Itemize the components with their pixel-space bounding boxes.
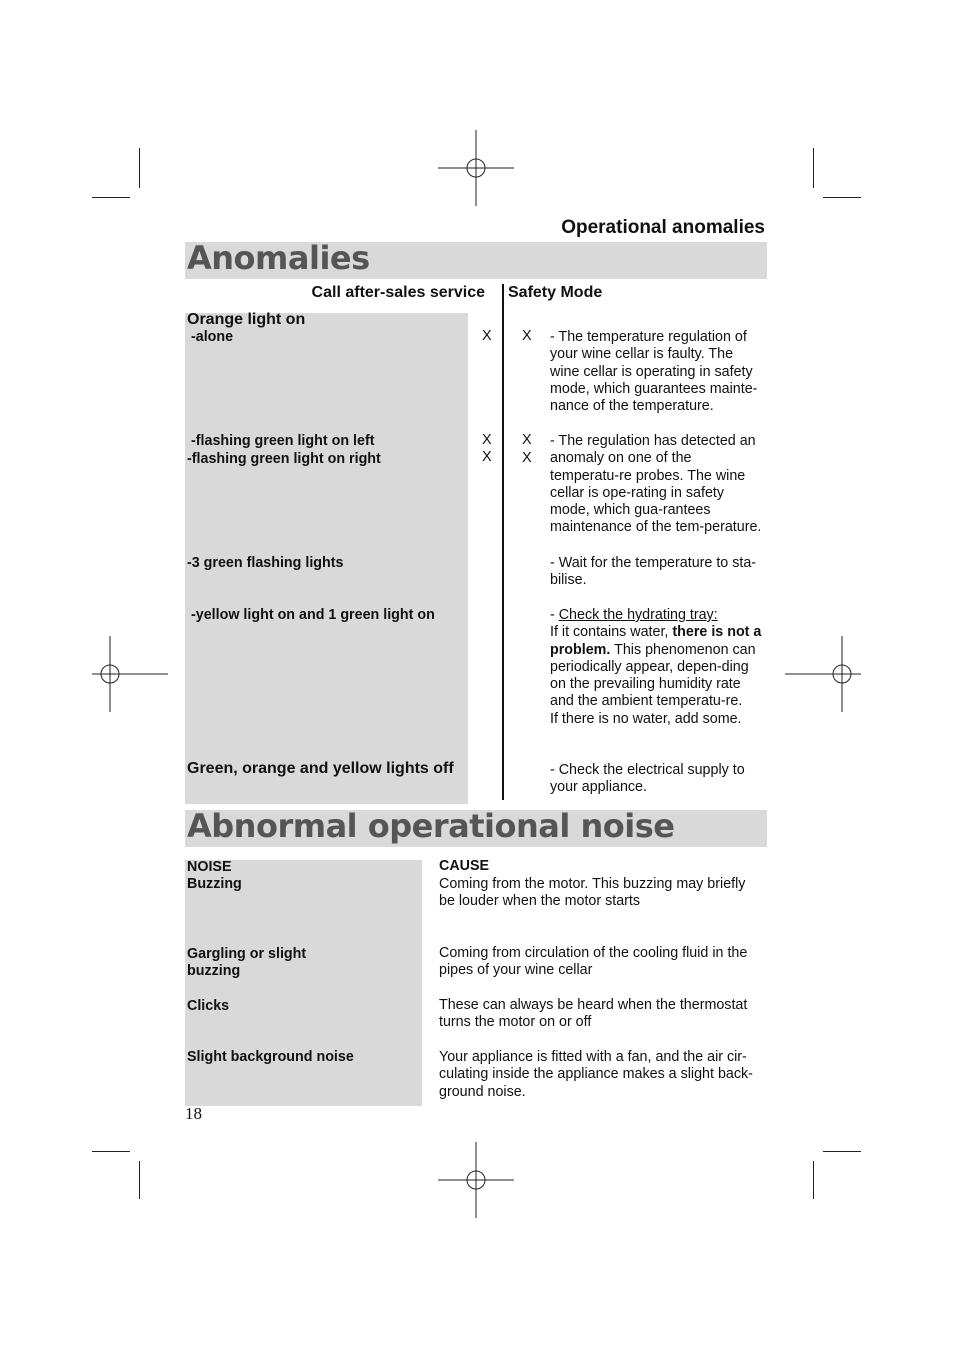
registration-mark-icon [92,636,168,712]
col-noise-header: NOISE [187,859,232,875]
registration-mark-icon [438,130,514,206]
col-service-header: Call after-sales service [311,284,485,301]
anomaly-label: -flashing green light on left [191,433,375,449]
desc-text: If there is no water, add some. [550,710,742,727]
anomaly-label: -yellow light on and 1 green light on [191,607,435,623]
safety-mark: X [522,450,532,466]
anomaly-description: - Wait for the temperature to sta-bilise. [550,555,757,589]
anomaly-description: - The regulation has detected an anomaly on one of the temperatu-re probes. The wine cellar is ope-rating in safety mode, which gua-rantees maintenance of the tem-perature. [550,433,762,536]
noise-label-column [185,860,422,1106]
hydrating-tray-link: Check the hydrating tray: [558,607,718,623]
section-title: Operational anomalies [561,217,765,238]
noise-cause: Coming from circulation of the cooling fluid in the pipes of your wine cellar [439,945,748,979]
crop-mark [92,197,130,198]
desc-text: This phenomenon can periodically appear, depen-ding on the prevailing humidity rate and the ambient temperatu-re. [550,641,756,710]
crop-mark [139,148,140,188]
crop-mark [823,197,861,198]
desc-text: If it contains water, [550,624,673,641]
service-mark: X [482,449,492,465]
registration-mark-icon [438,1142,514,1218]
desc-prefix: - [550,607,559,623]
noise-title: Abnormal operational noise [187,807,675,845]
noise-cause: These can always be heard when the thermostat turns the motor on or off [439,997,748,1031]
registration-mark-icon [785,636,861,712]
anomaly-description: - The temperature regulation of your wine cellar is faulty. The wine cellar is operating in safety mode, which guarantees mainte-nance of the temperature. [550,329,758,415]
anomaly-label: -3 green flashing lights [187,555,344,571]
service-mark: X [482,432,492,448]
anomalies-banner [185,239,767,279]
page-number: 18 [185,1104,202,1123]
noise-label: Slight background noise [187,1049,354,1065]
crop-mark [813,1161,814,1199]
crop-mark [823,1151,861,1152]
safety-mark: X [522,328,532,344]
column-divider [502,284,504,800]
anomalies-title: Anomalies [187,239,370,277]
noise-label: Gargling or slight buzzing [187,946,307,980]
safety-mark: X [522,432,532,448]
noise-banner [185,807,767,847]
anomaly-label: Green, orange and yellow lights off [187,760,454,777]
noise-label: Buzzing [187,876,242,892]
noise-label: Clicks [187,998,230,1014]
orange-light-heading: Orange light on [187,311,306,328]
crop-mark [139,1161,140,1199]
desc-emphasis: there is not a problem. [550,624,762,658]
anomaly-description [550,607,764,728]
anomaly-label: -alone [191,329,234,345]
col-safety-header: Safety Mode [508,284,603,301]
anomaly-label: -flashing green light on right [187,451,381,467]
crop-mark [813,148,814,188]
noise-cause: Your appliance is fitted with a fan, and the air cir-culating inside the appliance makes a slight back-ground noise. [439,1049,753,1100]
anomaly-description: - Check the electrical supply to your appliance. [550,762,745,796]
noise-cause: Coming from the motor. This buzzing may briefly be louder when the motor starts [439,876,746,910]
service-mark: X [482,328,492,344]
crop-mark [92,1151,130,1152]
col-cause-header: CAUSE [439,858,490,874]
